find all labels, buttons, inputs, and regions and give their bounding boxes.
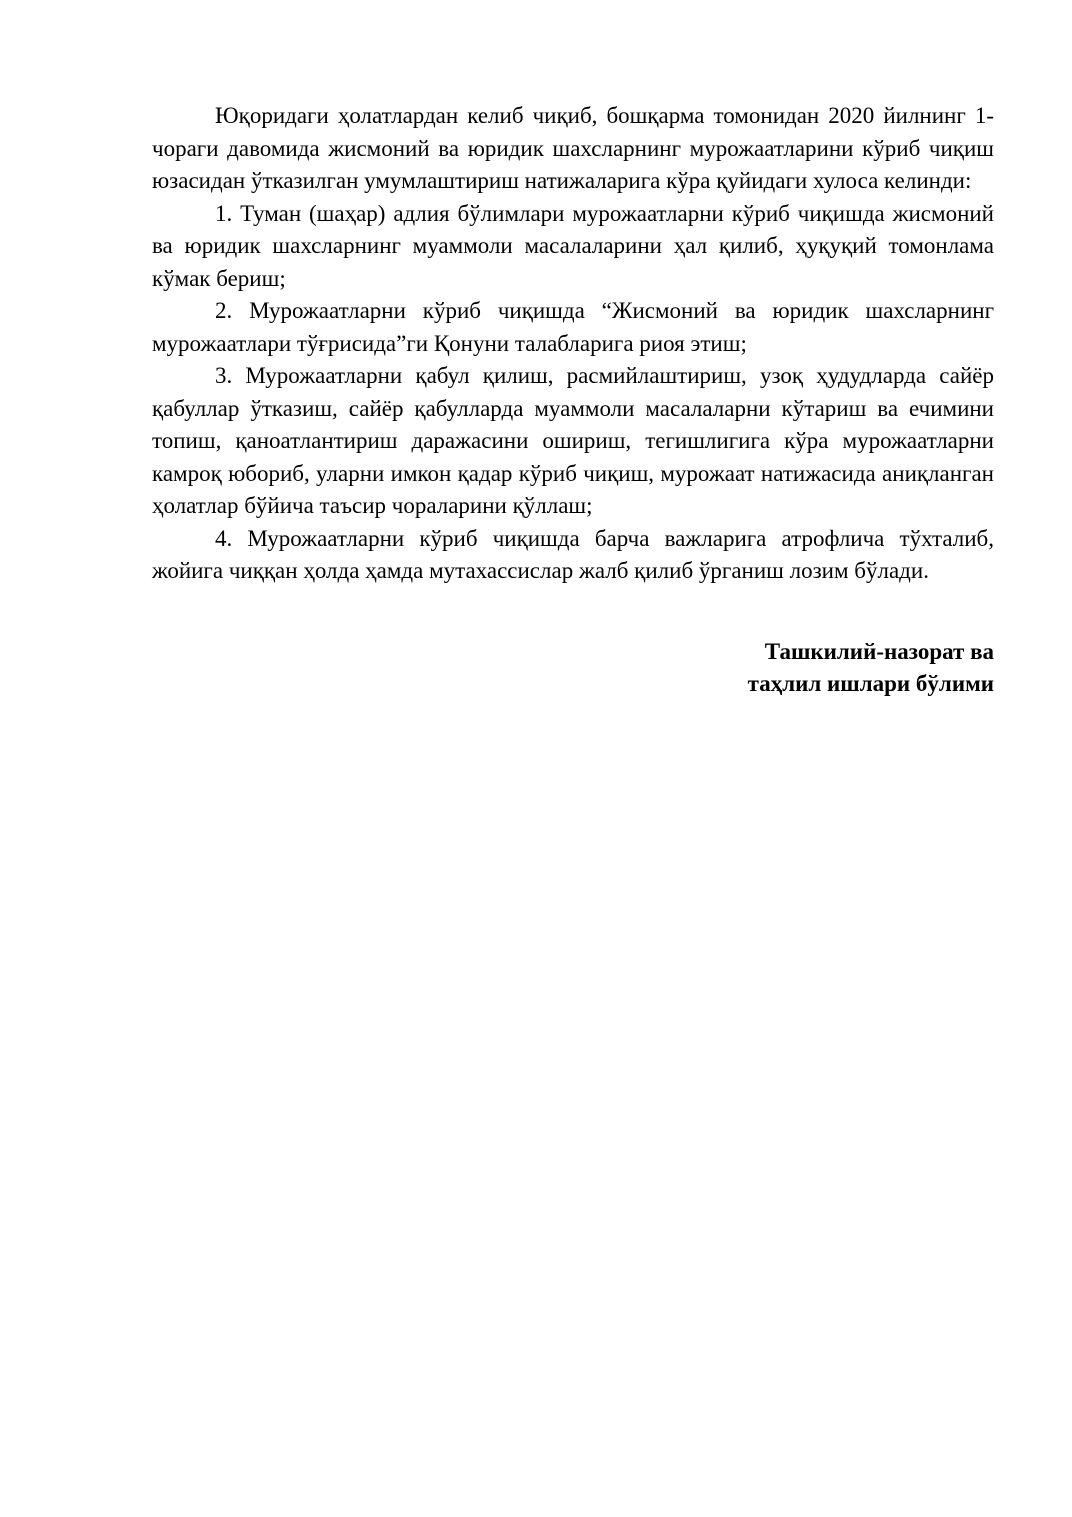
signature-line-2: таҳлил ишлари бўлими — [747, 670, 994, 696]
signature-line-1: Ташкилий-назорат ва — [764, 638, 994, 664]
conclusion-item-4: 4. Мурожаатларни кўриб чиқишда барча важларига атрофлича тўхталиб, жойига чиққан ҳолда ҳамда мутахассислар жалб қилиб ўрганиш лозим бўлади. — [152, 525, 994, 583]
conclusion-item-3: 3. Мурожаатларни қабул қилиш, расмийлаштириш, узоқ ҳудудларда сайёр қабуллар ўтказиш, сайёр қабулларда муаммоли масалаларни кўтариш ва ечимини топиш, қаноатлантириш даражасини ошириш, тегишлигига кўра мурожаатларни камроқ юбориб, уларни имкон қадар кўриб чиқиш, мурожаат натижасида аниқланган ҳолатлар бўйича таъсир чораларини қўллаш; — [152, 363, 994, 518]
document-body — [152, 100, 994, 700]
conclusion-item-1: 1. Туман (шаҳар) адлия бўлимлари мурожаатларни кўриб чиқишда жисмоний ва юридик шахсларнинг муаммоли масалаларини ҳал қилиб, ҳуқуқий томонлама кўмак бериш; — [152, 200, 994, 291]
signature-block — [152, 636, 994, 700]
intro-paragraph: Юқоридаги ҳолатлардан келиб чиқиб, бошқарма томонидан 2020 йилнинг 1-чораги давомида жисмоний ва юридик шахсларнинг мурожаатларини кўриб чиқиш юзасидан ўтказилган умумлаштириш натижаларига кўра қуйидаги хулоса келинди: — [152, 103, 994, 193]
conclusion-item-2: 2. Мурожаатларни кўриб чиқишда “Жисмоний ва юридик шахсларнинг мурожаатлари тўғрисида”ги Қонуни талабларига риоя этиш; — [152, 298, 994, 356]
